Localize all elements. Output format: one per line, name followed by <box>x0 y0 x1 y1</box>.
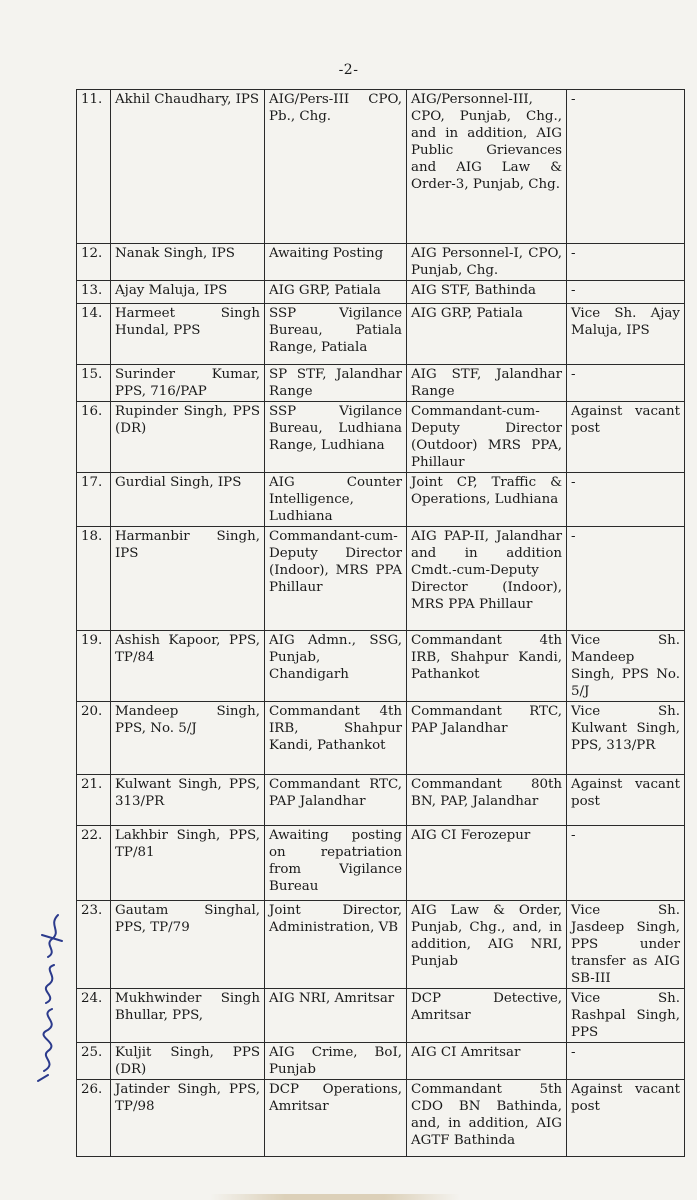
remarks-cell: - <box>567 473 685 527</box>
serial-number-cell: 25. <box>77 1043 111 1080</box>
current-posting-cell: AIG NRI, Amritsar <box>265 989 407 1043</box>
serial-number-cell: 21. <box>77 775 111 826</box>
table-row <box>77 473 685 527</box>
current-posting-cell: Commandant 4th IRB, Shahpur Kandi, Pathankot <box>265 702 407 775</box>
current-posting-cell: AIG GRP, Patiala <box>265 281 407 304</box>
current-posting-cell: Commandant RTC, PAP Jalandhar <box>265 775 407 826</box>
serial-number-cell: 24. <box>77 989 111 1043</box>
remarks-cell: Vice Sh. Jasdeep Singh, PPS under transfer as AIG SB-III <box>567 901 685 989</box>
serial-number-cell: 16. <box>77 402 111 473</box>
new-posting-cell: Joint CP, Traffic & Operations, Ludhiana <box>407 473 567 527</box>
serial-number-cell: 17. <box>77 473 111 527</box>
current-posting-cell: Joint Director, Administration, VB <box>265 901 407 989</box>
officer-name-cell: Gurdial Singh, IPS <box>111 473 265 527</box>
remarks-cell: - <box>567 281 685 304</box>
new-posting-cell: AIG CI Amritsar <box>407 1043 567 1080</box>
table-row <box>77 527 685 631</box>
new-posting-cell: AIG Personnel-I, CPO, Punjab, Chg. <box>407 244 567 281</box>
officer-name-cell: Kuljit Singh, PPS (DR) <box>111 1043 265 1080</box>
new-posting-cell: Commandant 4th IRB, Shahpur Kandi, Pathankot <box>407 631 567 702</box>
serial-number-cell: 15. <box>77 365 111 402</box>
remarks-cell: - <box>567 826 685 901</box>
table-row <box>77 402 685 473</box>
scan-edge-mark <box>210 1194 460 1200</box>
officer-name-cell: Kulwant Singh, PPS, 313/PR <box>111 775 265 826</box>
table-row <box>77 281 685 304</box>
table-row <box>77 901 685 989</box>
officer-name-cell: Mandeep Singh, PPS, No. 5/J <box>111 702 265 775</box>
officer-name-cell: Lakhbir Singh, PPS, TP/81 <box>111 826 265 901</box>
current-posting-cell: SP STF, Jalandhar Range <box>265 365 407 402</box>
current-posting-cell: Awaiting Posting <box>265 244 407 281</box>
serial-number-cell: 23. <box>77 901 111 989</box>
current-posting-cell: SSP Vigilance Bureau, Ludhiana Range, Ludhiana <box>265 402 407 473</box>
officer-name-cell: Harmeet Singh Hundal, PPS <box>111 304 265 365</box>
officer-name-cell: Akhil Chaudhary, IPS <box>111 90 265 244</box>
remarks-cell: Vice Sh. Kulwant Singh, PPS, 313/PR <box>567 702 685 775</box>
new-posting-cell: Commandant 80th BN, PAP, Jalandhar <box>407 775 567 826</box>
new-posting-cell: AIG PAP-II, Jalandhar and in addition Cmdt.-cum-Deputy Director (Indoor), MRS PPA Phillaur <box>407 527 567 631</box>
remarks-cell: Vice Sh. Ajay Maluja, IPS <box>567 304 685 365</box>
officer-name-cell: Ashish Kapoor, PPS, TP/84 <box>111 631 265 702</box>
new-posting-cell: AIG GRP, Patiala <box>407 304 567 365</box>
new-posting-cell: Commandant 5th CDO BN Bathinda, and, in addition, AIG AGTF Bathinda <box>407 1080 567 1157</box>
handwritten-signature <box>18 905 74 1085</box>
new-posting-cell: AIG STF, Jalandhar Range <box>407 365 567 402</box>
current-posting-cell: AIG Admn., SSG, Punjab, Chandigarh <box>265 631 407 702</box>
current-posting-cell: Awaiting posting on repatriation from Vigilance Bureau <box>265 826 407 901</box>
table-row <box>77 1043 685 1080</box>
remarks-cell: Vice Sh. Rashpal Singh, PPS <box>567 989 685 1043</box>
remarks-cell: Against vacant post <box>567 402 685 473</box>
table-row <box>77 304 685 365</box>
serial-number-cell: 13. <box>77 281 111 304</box>
remarks-cell: Against vacant post <box>567 1080 685 1157</box>
remarks-cell: - <box>567 244 685 281</box>
current-posting-cell: AIG Counter Intelligence, Ludhiana <box>265 473 407 527</box>
new-posting-cell: DCP Detective, Amritsar <box>407 989 567 1043</box>
officer-name-cell: Rupinder Singh, PPS (DR) <box>111 402 265 473</box>
officer-name-cell: Ajay Maluja, IPS <box>111 281 265 304</box>
table-row <box>77 826 685 901</box>
officer-name-cell: Mukhwinder Singh Bhullar, PPS, <box>111 989 265 1043</box>
serial-number-cell: 22. <box>77 826 111 901</box>
officer-name-cell: Gautam Singhal, PPS, TP/79 <box>111 901 265 989</box>
remarks-cell: - <box>567 1043 685 1080</box>
current-posting-cell: Commandant-cum-Deputy Director (Indoor), MRS PPA Phillaur <box>265 527 407 631</box>
new-posting-cell: AIG Law & Order, Punjab, Chg., and, in addition, AIG NRI, Punjab <box>407 901 567 989</box>
officer-name-cell: Harmanbir Singh, IPS <box>111 527 265 631</box>
table-row <box>77 1080 685 1157</box>
serial-number-cell: 14. <box>77 304 111 365</box>
table-row <box>77 90 685 244</box>
new-posting-cell: Commandant-cum-Deputy Director (Outdoor) MRS PPA, Phillaur <box>407 402 567 473</box>
officer-name-cell: Nanak Singh, IPS <box>111 244 265 281</box>
remarks-cell: - <box>567 365 685 402</box>
page-number: -2- <box>338 62 359 78</box>
officer-name-cell: Surinder Kumar, PPS, 716/PAP <box>111 365 265 402</box>
new-posting-cell: AIG/Personnel-III, CPO, Punjab, Chg., and in addition, AIG Public Grievances and AIG Law & Order-3, Punjab, Chg. <box>407 90 567 244</box>
transfer-postings-table <box>76 89 685 1157</box>
table-row <box>77 244 685 281</box>
serial-number-cell: 18. <box>77 527 111 631</box>
table-row <box>77 631 685 702</box>
serial-number-cell: 20. <box>77 702 111 775</box>
current-posting-cell: SSP Vigilance Bureau, Patiala Range, Patiala <box>265 304 407 365</box>
current-posting-cell: AIG/Pers-III CPO, Pb., Chg. <box>265 90 407 244</box>
serial-number-cell: 26. <box>77 1080 111 1157</box>
current-posting-cell: DCP Operations, Amritsar <box>265 1080 407 1157</box>
serial-number-cell: 11. <box>77 90 111 244</box>
serial-number-cell: 19. <box>77 631 111 702</box>
new-posting-cell: AIG STF, Bathinda <box>407 281 567 304</box>
new-posting-cell: AIG CI Ferozepur <box>407 826 567 901</box>
officer-name-cell: Jatinder Singh, PPS, TP/98 <box>111 1080 265 1157</box>
table-row <box>77 989 685 1043</box>
table-row <box>77 365 685 402</box>
remarks-cell: - <box>567 527 685 631</box>
remarks-cell: Against vacant post <box>567 775 685 826</box>
remarks-cell: Vice Sh. Mandeep Singh, PPS No. 5/J <box>567 631 685 702</box>
serial-number-cell: 12. <box>77 244 111 281</box>
current-posting-cell: AIG Crime, BoI, Punjab <box>265 1043 407 1080</box>
table-row <box>77 702 685 775</box>
remarks-cell: - <box>567 90 685 244</box>
new-posting-cell: Commandant RTC, PAP Jalandhar <box>407 702 567 775</box>
table-row <box>77 775 685 826</box>
